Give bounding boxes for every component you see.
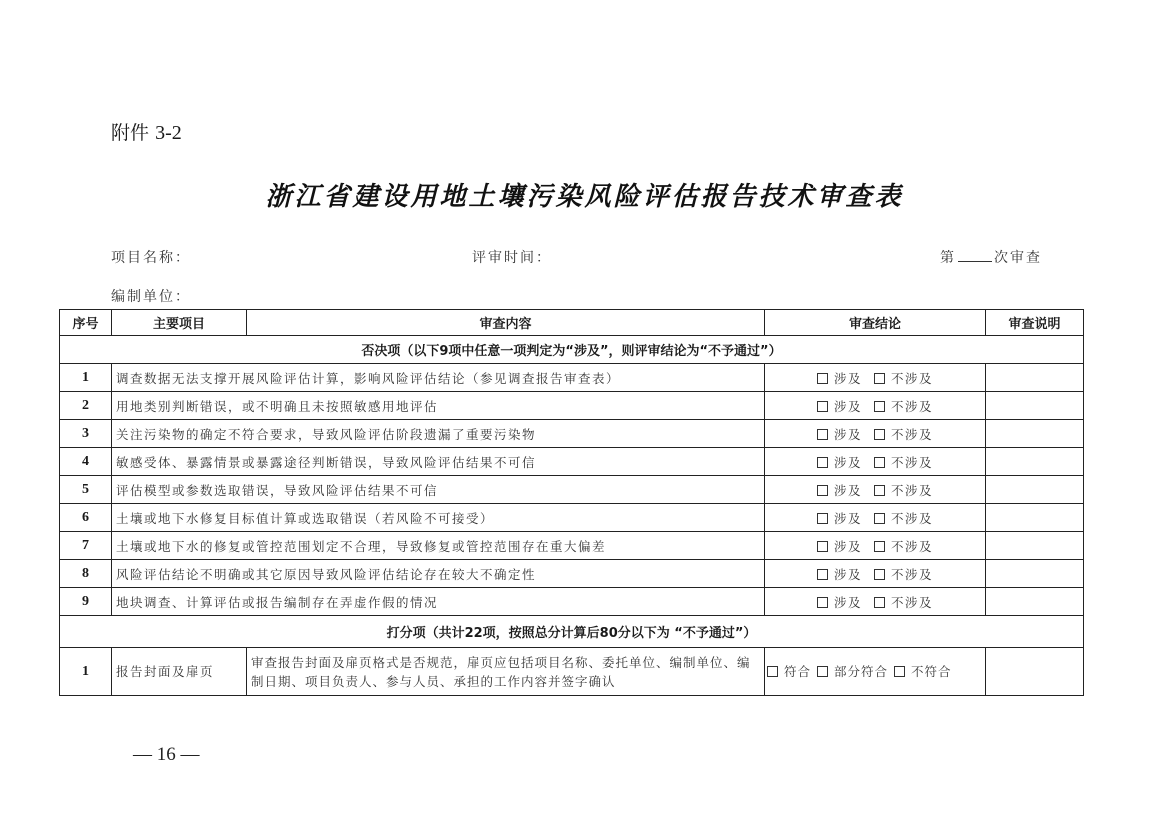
checkbox-icon[interactable]: [817, 597, 828, 608]
checkbox-icon[interactable]: [874, 569, 885, 580]
remarks-cell[interactable]: [986, 476, 1084, 504]
option-1[interactable]: 不涉及: [874, 595, 933, 610]
option-0[interactable]: 涉及: [817, 539, 862, 554]
score-section-row: [60, 616, 1084, 648]
header-index: 序号: [60, 310, 112, 336]
table-row: [60, 448, 1084, 476]
remarks-cell[interactable]: [986, 420, 1084, 448]
option-0[interactable]: 涉及: [817, 427, 862, 442]
header-remarks: 审查说明: [986, 310, 1084, 336]
project-name-label: 项目名称：: [111, 250, 191, 266]
checkbox-icon[interactable]: [874, 401, 885, 412]
row-index: 1: [60, 364, 112, 392]
table-row: [60, 648, 1084, 696]
row-index: 8: [60, 560, 112, 588]
checkbox-icon[interactable]: [817, 373, 828, 384]
conclusion-options: [765, 392, 986, 420]
checkbox-icon[interactable]: [874, 513, 885, 524]
row-content: 用地类别判断错误，或不明确且未按照敏感用地评估: [112, 392, 765, 420]
veto-section-title: 否决项（以下9项中任意一项判定为“涉及”，则评审结论为“不予通过”）: [60, 336, 1084, 364]
option-0[interactable]: 涉及: [817, 371, 862, 386]
option-0[interactable]: 涉及: [817, 511, 862, 526]
row-index: 6: [60, 504, 112, 532]
page-number: — 16 —: [133, 744, 200, 765]
row-index: 3: [60, 420, 112, 448]
conclusion-options: [765, 448, 986, 476]
header-content: 审查内容: [247, 310, 765, 336]
option-0[interactable]: 涉及: [817, 399, 862, 414]
row-content: 关注污染物的确定不符合要求，导致风险评估阶段遗漏了重要污染物: [112, 420, 765, 448]
checkbox-icon[interactable]: [874, 485, 885, 496]
remarks-cell[interactable]: [986, 392, 1084, 420]
review-table: [59, 309, 1084, 696]
row-content: 评估模型或参数选取错误，导致风险评估结果不可信: [112, 476, 765, 504]
option-1[interactable]: 不涉及: [874, 567, 933, 582]
row-content: 土壤或地下水修复目标值计算或选取错误（若风险不可接受）: [112, 504, 765, 532]
attachment-prefix: 附件: [111, 122, 150, 144]
checkbox-icon[interactable]: [894, 666, 905, 677]
option-1[interactable]: 部分符合: [817, 664, 888, 679]
conclusion-options: [765, 560, 986, 588]
conclusion-options: [765, 532, 986, 560]
table-row: [60, 420, 1084, 448]
checkbox-icon[interactable]: [874, 457, 885, 468]
compiler-label: 编制单位：: [111, 289, 191, 305]
option-1[interactable]: 不涉及: [874, 511, 933, 526]
conclusion-options: [765, 364, 986, 392]
option-1[interactable]: 不涉及: [874, 427, 933, 442]
table-row: [60, 588, 1084, 616]
conclusion-options: [765, 588, 986, 616]
conclusion-options: [765, 648, 986, 696]
table-row: [60, 392, 1084, 420]
row-item: 报告封面及扉页: [112, 648, 247, 696]
table-header-row: [60, 310, 1084, 336]
document-title: 浙江省建设用地土壤污染风险评估报告技术审查表: [265, 182, 904, 212]
conclusion-options: [765, 476, 986, 504]
row-content: 敏感受体、暴露情景或暴露途径判断错误，导致风险评估结果不可信: [112, 448, 765, 476]
option-0[interactable]: 涉及: [817, 567, 862, 582]
remarks-cell[interactable]: [986, 504, 1084, 532]
row-content: 风险评估结论不明确或其它原因导致风险评估结论存在较大不确定性: [112, 560, 765, 588]
review-time-label: 评审时间：: [472, 250, 552, 266]
checkbox-icon[interactable]: [767, 666, 778, 677]
checkbox-icon[interactable]: [817, 666, 828, 677]
option-1[interactable]: 不涉及: [874, 399, 933, 414]
remarks-cell[interactable]: [986, 588, 1084, 616]
option-0[interactable]: 涉及: [817, 595, 862, 610]
review-round-prefix: 第: [940, 250, 956, 266]
checkbox-icon[interactable]: [817, 485, 828, 496]
checkbox-icon[interactable]: [874, 541, 885, 552]
checkbox-icon[interactable]: [817, 429, 828, 440]
header-main-item: 主要项目: [112, 310, 247, 336]
row-content: 地块调查、计算评估或报告编制存在弄虚作假的情况: [112, 588, 765, 616]
option-0[interactable]: 符合: [767, 664, 811, 679]
option-1[interactable]: 不涉及: [874, 483, 933, 498]
checkbox-icon[interactable]: [817, 401, 828, 412]
remarks-cell[interactable]: [986, 364, 1084, 392]
conclusion-options: [765, 504, 986, 532]
remarks-cell[interactable]: [986, 532, 1084, 560]
option-2[interactable]: 不符合: [894, 664, 952, 679]
row-content: 调查数据无法支撑开展风险评估计算，影响风险评估结论（参见调查报告审查表）: [112, 364, 765, 392]
row-index: 4: [60, 448, 112, 476]
row-index: 1: [60, 648, 112, 696]
score-section-title: 打分项（共计22项，按照总分计算后80分以下为 “不予通过”）: [60, 616, 1084, 648]
table-row: [60, 504, 1084, 532]
veto-section-row: [60, 336, 1084, 364]
remarks-cell[interactable]: [986, 560, 1084, 588]
checkbox-icon[interactable]: [874, 373, 885, 384]
review-round-suffix: 次审查: [994, 250, 1042, 266]
checkbox-icon[interactable]: [874, 597, 885, 608]
remarks-cell[interactable]: [986, 448, 1084, 476]
remarks-cell[interactable]: [986, 648, 1084, 696]
table-row: [60, 532, 1084, 560]
checkbox-icon[interactable]: [817, 541, 828, 552]
attachment-label: [111, 118, 182, 145]
row-content: 土壤或地下水的修复或管控范围划定不合理，导致修复或管控范围存在重大偏差: [112, 532, 765, 560]
attachment-number: 3-2: [155, 122, 182, 144]
row-content: 审查报告封面及扉页格式是否规范，扉页应包括项目名称、委托单位、编制单位、编制日期、项目负责人、参与人员、承担的工作内容并签字确认: [247, 648, 765, 696]
conclusion-options: [765, 420, 986, 448]
row-index: 5: [60, 476, 112, 504]
row-index: 2: [60, 392, 112, 420]
checkbox-icon[interactable]: [817, 513, 828, 524]
table-row: [60, 560, 1084, 588]
option-1[interactable]: 不涉及: [874, 455, 933, 470]
review-round-blank[interactable]: [958, 249, 992, 262]
row-index: 9: [60, 588, 112, 616]
header-conclusion: 审查结论: [765, 310, 986, 336]
checkbox-icon[interactable]: [817, 569, 828, 580]
checkbox-icon[interactable]: [874, 429, 885, 440]
option-1[interactable]: 不涉及: [874, 371, 933, 386]
option-1[interactable]: 不涉及: [874, 539, 933, 554]
option-0[interactable]: 涉及: [817, 455, 862, 470]
review-round: [940, 247, 1042, 267]
checkbox-icon[interactable]: [817, 457, 828, 468]
table-row: [60, 476, 1084, 504]
table-row: [60, 364, 1084, 392]
option-0[interactable]: 涉及: [817, 483, 862, 498]
row-index: 7: [60, 532, 112, 560]
